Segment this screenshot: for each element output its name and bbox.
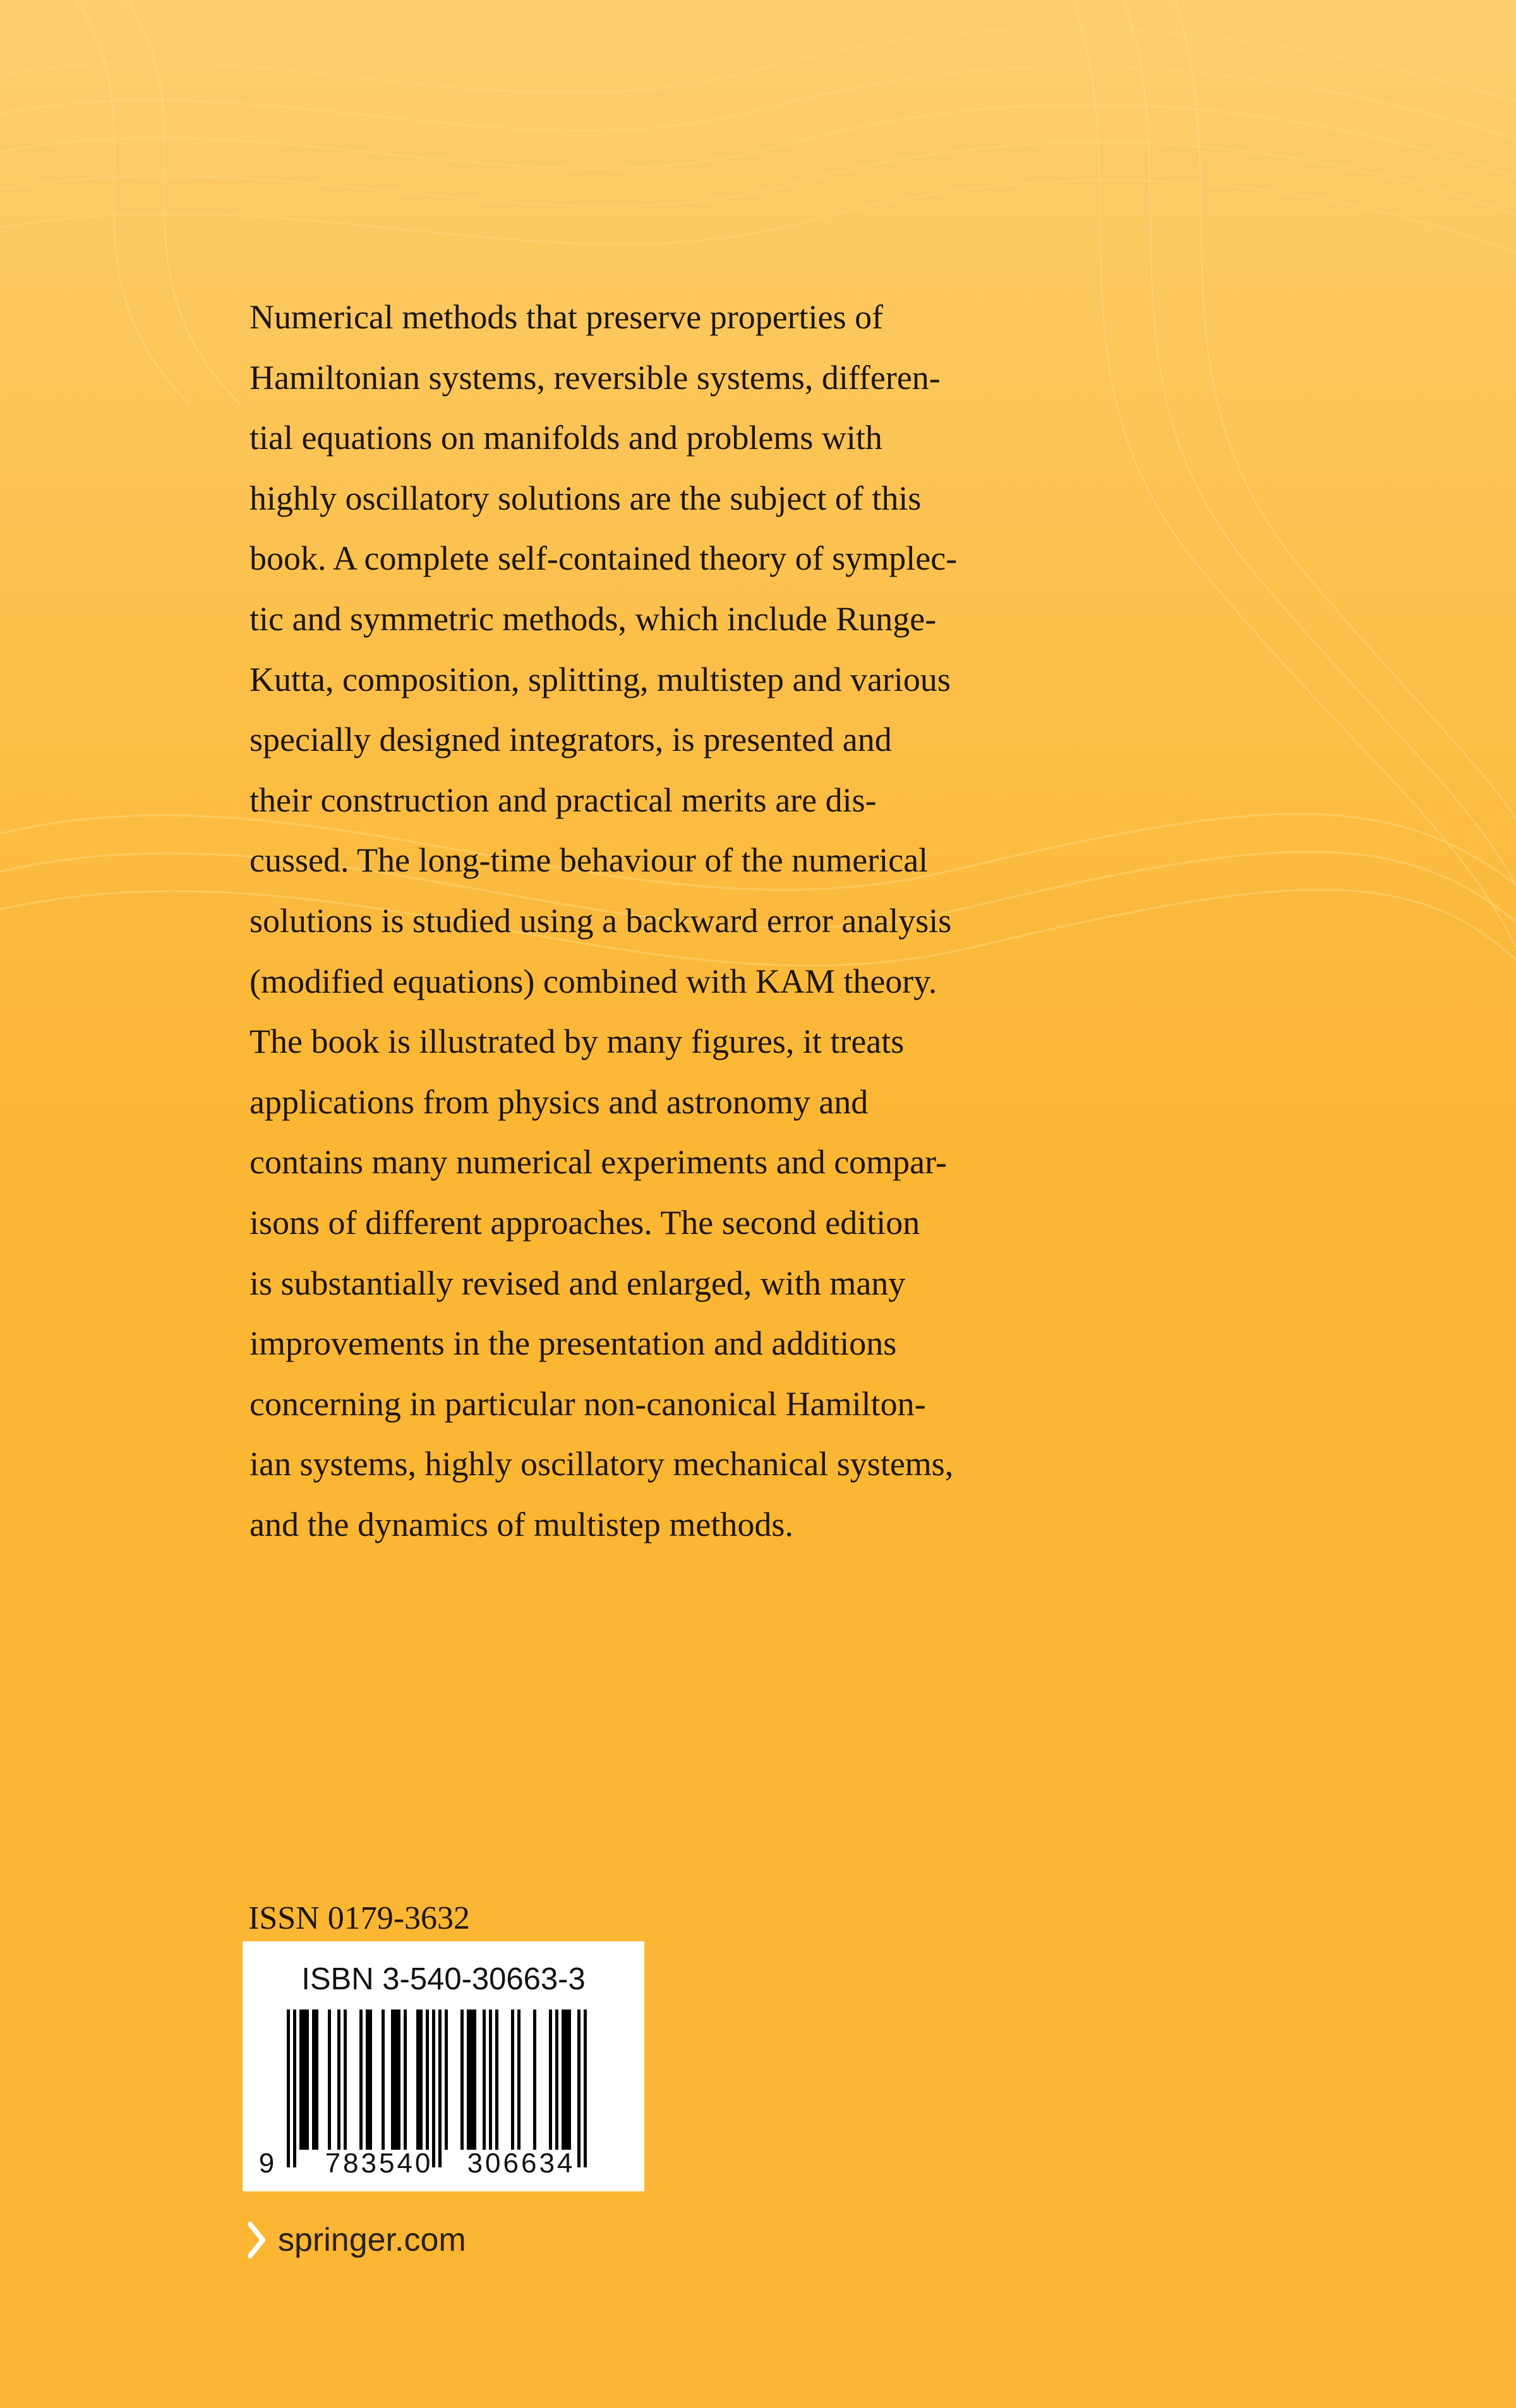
barcode-bar: [287, 2010, 290, 2167]
barcode-bar: [391, 2010, 394, 2150]
description-line: is substantially revised and enlarged, with many: [250, 1264, 906, 1302]
barcode-bar: [577, 2010, 581, 2167]
barcode-bar: [315, 2010, 318, 2150]
barcode-bar: [303, 2010, 306, 2150]
barcode-right-digits: 306634: [467, 2148, 575, 2179]
barcode-bar: [426, 2010, 429, 2150]
barcode-bar: [467, 2010, 470, 2150]
barcode-bar: [584, 2010, 587, 2167]
website-link-text[interactable]: springer.com: [278, 2222, 466, 2258]
barcode-bar: [460, 2010, 464, 2150]
description-line: applications from physics and astronomy and: [250, 1082, 869, 1121]
barcode-bar: [533, 2010, 536, 2150]
description-line: concerning in particular non-canonical Hamilton-: [250, 1384, 926, 1423]
barcode-bar: [306, 2010, 309, 2150]
barcode-bar: [565, 2010, 568, 2150]
barcode-bar: [555, 2010, 558, 2150]
barcode-bar: [312, 2010, 315, 2150]
book-description: [250, 287, 1096, 1555]
barcode-bar: [419, 2010, 423, 2150]
barcode-bar: [299, 2010, 303, 2150]
barcode-bar: [369, 2010, 372, 2150]
barcode-first-digit: 9: [258, 2148, 275, 2179]
description-line: specially designed integrators, is presented and: [250, 721, 892, 759]
barcode-panel: [243, 1941, 644, 2191]
description-line: tial equations on manifolds and problems with: [250, 419, 882, 457]
barcode-bar: [517, 2010, 520, 2150]
barcode-bar: [293, 2010, 296, 2167]
description-line: Numerical methods that preserve properties of: [250, 298, 884, 336]
description-line: tic and symmetric methods, which include Runge-: [250, 599, 937, 638]
description-line: Kutta, composition, splitting, multistep and various: [250, 660, 951, 698]
issn-number: ISSN 0179-3632: [248, 1900, 471, 1936]
publisher-website[interactable]: [248, 2218, 466, 2262]
barcode-bar: [549, 2010, 552, 2150]
barcode-bar: [382, 2010, 385, 2150]
barcode-bar: [366, 2010, 369, 2150]
barcode-bar: [489, 2010, 492, 2150]
barcode-bar: [511, 2010, 514, 2150]
barcode-bar: [432, 2010, 435, 2167]
barcode-bar: [438, 2010, 442, 2167]
barcode-bar: [445, 2010, 448, 2150]
barcode: [243, 1941, 644, 2191]
barcode-bar: [337, 2010, 340, 2150]
barcode-bar: [359, 2010, 363, 2150]
description-line: solutions is studied using a backward error analysis: [250, 901, 952, 940]
description-line: Hamiltonian systems, reversible systems, differen-: [250, 358, 941, 397]
description-line: The book is illustrated by many figures, it treats: [250, 1022, 905, 1061]
barcode-bar: [568, 2010, 571, 2150]
barcode-bar: [397, 2010, 400, 2150]
isbn-label: ISBN 3-540-30663-3: [301, 1962, 586, 1996]
description-line: their construction and practical merits are dis-: [250, 781, 877, 819]
barcode-bar: [483, 2010, 486, 2150]
barcode-bar: [416, 2010, 419, 2150]
description-line: book. A complete self-contained theory of symplec-: [250, 539, 958, 578]
barcode-bar: [473, 2010, 476, 2150]
barcode-left-digits: 783540: [325, 2148, 433, 2179]
description-line: improvements in the presentation and additions: [250, 1324, 897, 1363]
description-line: isons of different approaches. The second edition: [250, 1203, 920, 1242]
barcode-bars: [287, 2010, 587, 2167]
description-line: (modified equations) combined with KAM theory.: [250, 962, 937, 1000]
barcode-bar: [562, 2010, 565, 2150]
barcode-bar: [404, 2010, 407, 2150]
barcode-bar: [495, 2010, 498, 2150]
description-line: and the dynamics of multistep methods.: [250, 1505, 793, 1543]
chevron-right-icon: [248, 2222, 267, 2258]
description-line: ian systems, highly oscillatory mechanical systems,: [250, 1445, 954, 1483]
description-line: cussed. The long-time behaviour of the numerical: [250, 841, 929, 880]
barcode-bar: [344, 2010, 347, 2150]
description-line: highly oscillatory solutions are the subject of this: [250, 479, 922, 517]
barcode-bar: [470, 2010, 473, 2150]
barcode-bar: [328, 2010, 331, 2150]
barcode-bar: [394, 2010, 397, 2150]
description-line: contains many numerical experiments and compar-: [250, 1143, 948, 1182]
